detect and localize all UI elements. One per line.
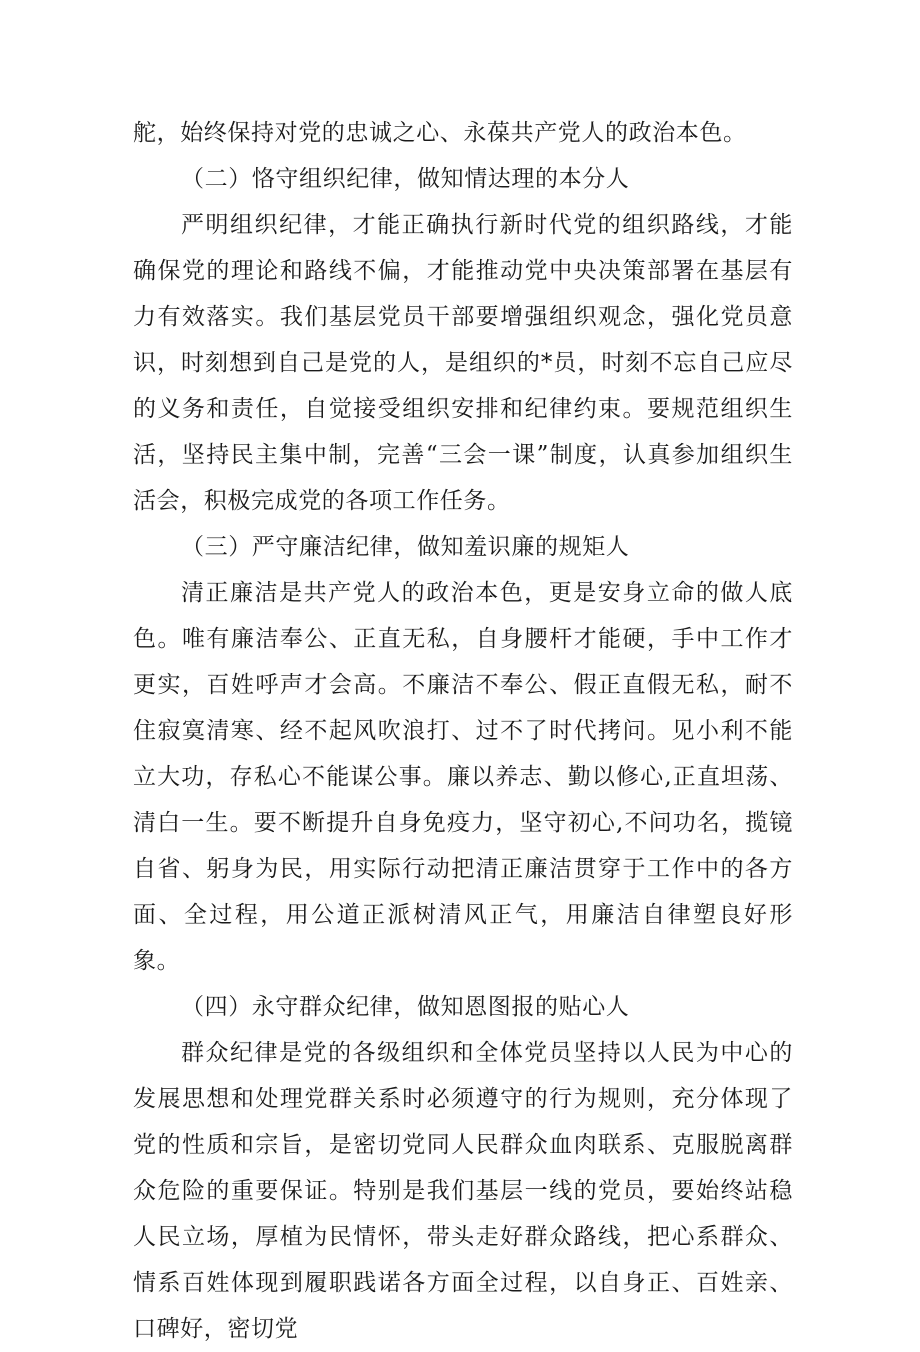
document-body xyxy=(133,110,793,1352)
section-heading-3: （三）严守廉洁纪律，做知羞识廉的规矩人 xyxy=(181,534,630,560)
paragraph-organization-discipline: 严明组织纪律，才能正确执行新时代党的组织路线，才能确保党的理论和路线不偏，才能推动党中央决策部署在基层有力有效落实。我们基层党员干部要增强组织观念，强化党员意识，时刻想到自己是党的人，是组织的*员，时刻不忘自己应尽的义务和责任，自觉接受组织安排和纪律约束。要规范组织生活，坚持民主集中制，完善“三会一课”制度，认真参加组织生活会，积极完成党的各项工作任务。 xyxy=(133,212,793,514)
paragraph-continuation: 舵，始终保持对党的忠诚之心、永葆共产党人的政治本色。 xyxy=(133,120,747,146)
paragraph-mass-discipline: 群众纪律是党的各级组织和全体党员坚持以人民为中心的发展思想和处理党群关系时必须遵守的行为规则，充分体现了党的性质和宗旨，是密切党同人民群众血肉联系、克服脱离群众危险的重要保证。特别是我们基层一线的党员，要始终站稳人民立场，厚植为民情怀，带头走好群众路线，把心系群众、情系百姓体现到履职践诺各方面全过程，以自身正、百姓亲、口碑好，密切党 xyxy=(133,1040,793,1342)
section-heading-2: （二）恪守组织纪律，做知情达理的本分人 xyxy=(181,166,630,192)
section-heading-4: （四）永守群众纪律，做知恩图报的贴心人 xyxy=(181,994,630,1020)
paragraph-integrity-discipline: 清正廉洁是共产党人的政治本色，更是安身立命的做人底色。唯有廉洁奉公、正直无私，自身腰杆才能硬，手中工作才更实，百姓呼声才会高。不廉洁不奉公、假正直假无私，耐不住寂寞清寒、经不起风吹浪打、过不了时代拷问。见小利不能立大功，存私心不能谋公事。廉以养志、勤以修心,正直坦荡、清白一生。要不断提升自身免疫力，坚守初心,不问功名，揽镜自省、躬身为民，用实际行动把清正廉洁贯穿于工作中的各方面、全过程，用公道正派树清风正气，用廉洁自律塑良好形象。 xyxy=(133,580,793,974)
